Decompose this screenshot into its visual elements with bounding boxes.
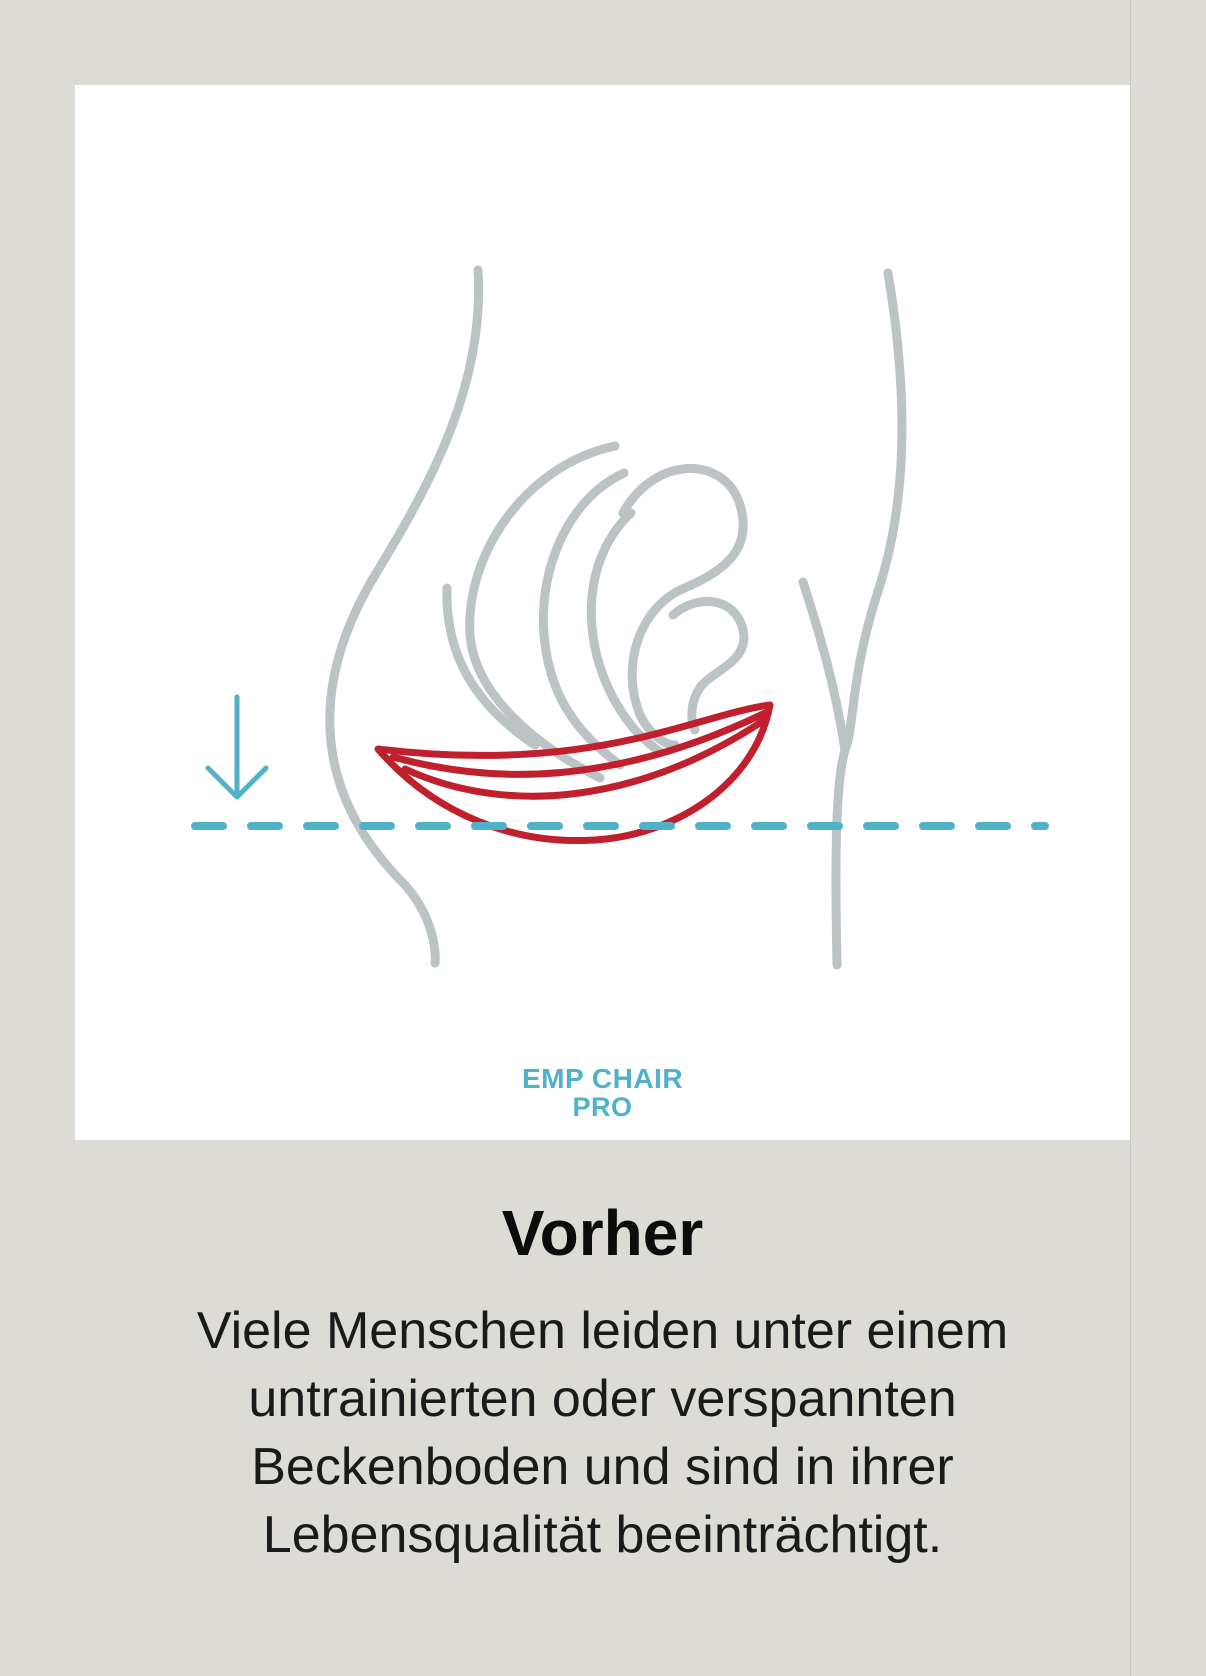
logo-line-2: PRO xyxy=(572,1092,633,1122)
card-description: Viele Menschen leiden unter einem untrainierten oder verspannten Beckenboden und sind in ihrer Lebensqualität beeinträchtigt. xyxy=(196,1302,1009,1564)
logo-line-1: EMP CHAIR xyxy=(521,1063,684,1094)
organ-arc-3 xyxy=(591,513,660,752)
card-title: Vorher xyxy=(501,1197,704,1269)
illustration-card xyxy=(75,85,1130,1140)
page-edge-divider xyxy=(1130,0,1131,1676)
arrow-down-icon xyxy=(208,697,266,797)
right-inner-contour xyxy=(803,582,845,750)
right-body-contour xyxy=(836,273,902,965)
left-body-contour xyxy=(330,270,479,963)
organ-arc-2 xyxy=(543,473,624,765)
body-outline xyxy=(330,270,902,965)
pelvic-floor-illustration xyxy=(75,85,1130,1140)
brand-logo xyxy=(75,1065,1130,1121)
